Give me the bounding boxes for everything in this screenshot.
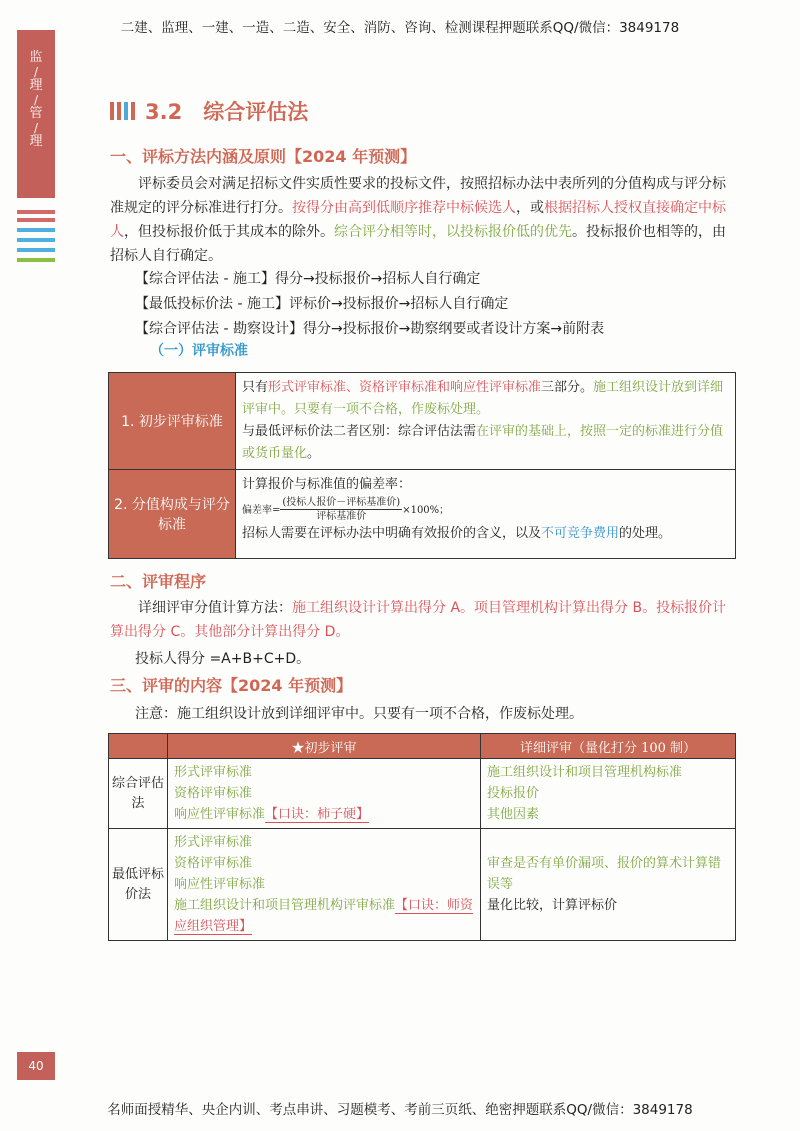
highlight: 在评审的基础上，按照一定的标准进行分值或货币量化 bbox=[242, 424, 724, 461]
item: 其他因素 bbox=[487, 807, 540, 822]
detailed-cell bbox=[481, 759, 736, 829]
decor-stripe bbox=[17, 210, 55, 214]
paragraph-one bbox=[110, 172, 738, 268]
item: 响应性评审标准 bbox=[174, 807, 266, 822]
side-tab-char: 监 bbox=[29, 50, 43, 65]
bars-icon bbox=[110, 102, 135, 120]
mnemonic-tag: 【口诀：师资应组织管理】 bbox=[174, 898, 474, 934]
text: 的处理。 bbox=[619, 526, 672, 541]
formula-left: 偏差率= bbox=[242, 505, 281, 516]
text: 招标人需要在评标办法中明确有效报价的含义，以及 bbox=[242, 526, 542, 541]
p1-highlight: 按得分由高到低顺序推荐中标候选人 bbox=[292, 200, 516, 216]
p1-highlight: 根据招标人授权直接确定中标人 bbox=[110, 200, 726, 240]
review-table bbox=[108, 733, 736, 941]
initial-cell bbox=[168, 759, 481, 829]
decor-stripe bbox=[17, 258, 55, 262]
side-tab-slash: / bbox=[33, 65, 39, 79]
rule-line: 【最低投标价法 - 施工】评标价→投标报价→招标人自行确定 bbox=[135, 296, 509, 312]
text: 计算报价与标准值的偏差率： bbox=[242, 477, 412, 492]
p1-highlight: 综合评分相等时，以投标报价低的优先 bbox=[334, 224, 572, 240]
initial-cell bbox=[168, 829, 481, 941]
page-number: 40 bbox=[17, 1052, 55, 1080]
heading-two: 二、评审程序 bbox=[110, 572, 207, 591]
criteria-content bbox=[236, 470, 736, 559]
criteria-label: 2. 分值构成与评分标准 bbox=[109, 470, 236, 559]
p2-text: 详细评审分值计算方法： bbox=[138, 600, 292, 616]
item: 资格评审标准 bbox=[174, 856, 253, 871]
text: 只有 bbox=[242, 380, 269, 395]
p1-text: 评标委员会对满足招标文件实质性要求的投标文件，按照招标办法中表所列的分值构成与评分标准规定的评分标准进行打分。 bbox=[110, 176, 726, 216]
text: 与最低评标价法二者区别：综合评估法需 bbox=[242, 424, 477, 439]
rule-line: 【综合评估法 - 勘察设计】得分→投标报价→勘察纲要或者设计方案→前附表 bbox=[135, 321, 605, 337]
page-footer: 名师面授精华、央企内训、考点串讲、习题模考、考前三页纸、绝密押题联系QQ/微信：3849178 bbox=[107, 1102, 693, 1118]
p1-text: ，但投标报价低于其成本的除外。 bbox=[124, 224, 334, 240]
detailed-cell bbox=[481, 829, 736, 941]
decor-stripe bbox=[17, 238, 55, 242]
formula-numerator: (投标人报价－评标基准价) bbox=[282, 497, 401, 508]
item: 量化比较，计算评标价 bbox=[487, 898, 618, 913]
row-label: 综合评估法 bbox=[109, 759, 168, 829]
p1-text: 。投标报价也相等的，由招标人自行确定。 bbox=[110, 224, 726, 264]
decor-stripe bbox=[17, 218, 55, 222]
header-detailed: 详细评审（量化打分 100 制） bbox=[481, 734, 736, 759]
p2-highlight: 施工组织设计计算出得分 A。项目管理机构计算出得分 B。投标报价计算出得分 C。其他部分计算出得分 D。 bbox=[110, 600, 727, 640]
p1-text: ，或 bbox=[516, 200, 544, 216]
decor-stripe bbox=[17, 248, 55, 252]
highlight: 。只要有一项不合格，作废标处理。 bbox=[281, 402, 490, 417]
highlight: 施工组织设计放到详细评审中 bbox=[242, 380, 724, 417]
page-header: 二建、监理、一建、一造、二造、安全、消防、咨询、检测课程押题联系QQ/微信：3849178 bbox=[120, 20, 680, 36]
item: 形式评审标准 bbox=[174, 835, 253, 850]
highlight: 不可竞争费用 bbox=[541, 526, 620, 541]
formula-right: ×100%； bbox=[402, 505, 450, 516]
item: 审查是否有单价漏项、报价的算术计算错误等 bbox=[487, 856, 722, 892]
header-blank bbox=[109, 734, 168, 759]
criteria-label: 1. 初步评审标准 bbox=[109, 373, 236, 470]
section-title bbox=[110, 96, 308, 126]
item: 响应性评审标准 bbox=[174, 877, 266, 892]
highlight: 形式评审标准、资格评审标准和响应性评审标准 bbox=[268, 380, 542, 395]
item: 形式评审标准 bbox=[174, 765, 253, 780]
score-formula: 投标人得分 =A+B+C+D。 bbox=[135, 651, 311, 667]
heading-three: 三、评审的内容【2024 年预测】 bbox=[110, 676, 353, 695]
note-line: 注意：施工组织设计放到详细评审中。只要有一项不合格，作废标处理。 bbox=[135, 706, 583, 722]
formula-denominator: 评标基准价 bbox=[316, 511, 367, 522]
text: 三部分。 bbox=[541, 380, 594, 395]
side-tab-char: 理 bbox=[29, 134, 43, 149]
heading-one: 一、评标方法内涵及原则【2024 年预测】 bbox=[110, 147, 417, 166]
item: 施工组织设计和项目管理机构评审标准 bbox=[174, 898, 396, 913]
criteria-content bbox=[236, 373, 736, 470]
side-tab-slash: / bbox=[33, 121, 39, 135]
side-tab-char: 管 bbox=[29, 106, 43, 121]
side-tab-char: 理 bbox=[29, 78, 43, 93]
item: 投标报价 bbox=[487, 786, 540, 801]
header-initial: ★初步评审 bbox=[168, 734, 481, 759]
item: 施工组织设计和项目管理机构标准 bbox=[487, 765, 683, 780]
side-tab-slash: / bbox=[33, 93, 39, 107]
text: 。 bbox=[307, 446, 321, 461]
subheading-criteria: （一）评审标准 bbox=[150, 343, 248, 359]
decor-stripe bbox=[17, 228, 55, 232]
formula-fraction bbox=[280, 496, 402, 523]
criteria-table bbox=[108, 372, 736, 559]
side-tab bbox=[17, 30, 55, 198]
mnemonic-tag: 【口诀：柿子硬】 bbox=[265, 807, 370, 822]
section-title-text: 3.2 综合评估法 bbox=[145, 100, 309, 124]
rule-line: 【综合评估法 - 施工】得分→投标报价→招标人自行确定 bbox=[135, 271, 481, 287]
item: 资格评审标准 bbox=[174, 786, 253, 801]
row-label: 最低评标价法 bbox=[109, 829, 168, 941]
paragraph-two bbox=[110, 596, 738, 644]
